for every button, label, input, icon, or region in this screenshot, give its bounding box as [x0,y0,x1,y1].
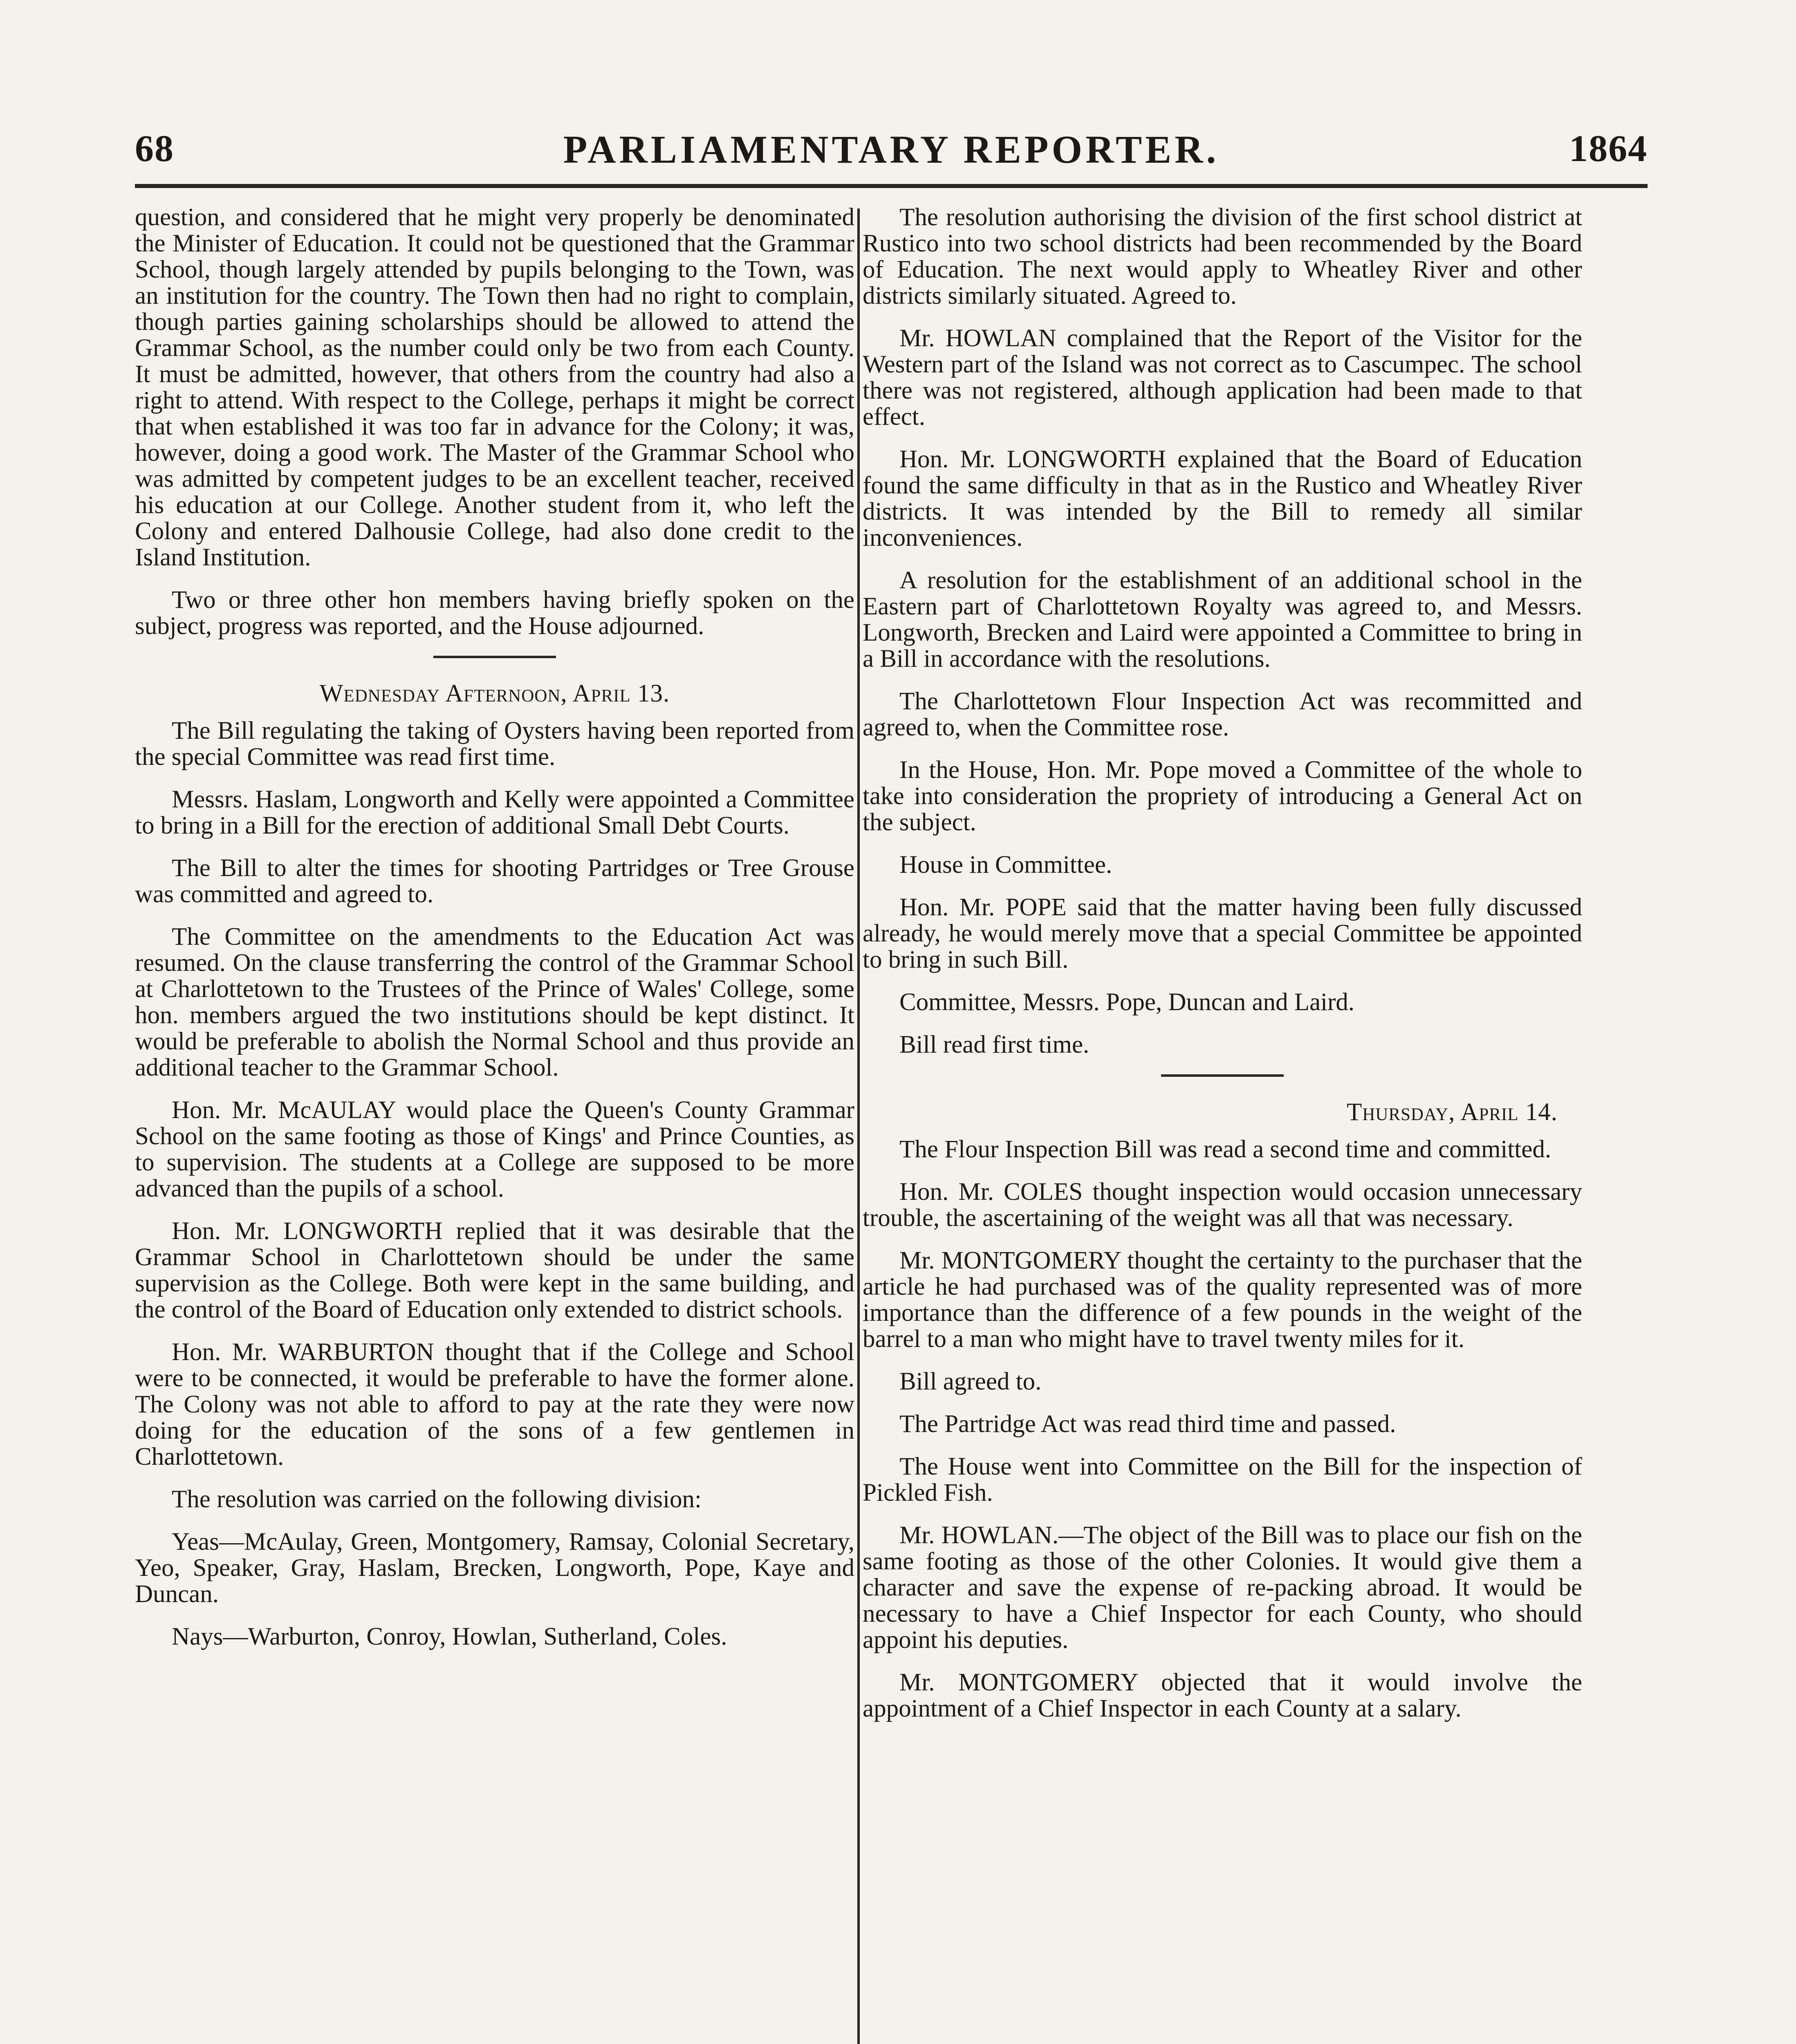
paragraph: Hon. Mr. McAULAY would place the Queen's County Grammar School on the same footing as those of Kings' and Prince Counties, as to supervision. The students at a College are supposed to be more advanced than the pupils of a school. [135,1096,854,1202]
paragraph: The Charlottetown Flour Inspection Act was recommitted and agreed to, when the Committee rose. [863,688,1582,741]
paragraph: The Committee on the amendments to the Education Act was resumed. On the clause transferring the control of the Grammar School at Charlottetown to the Trustees of the Prince of Wales' College, some hon. members argued the two institutions should be kept distinct. It would be preferable to abolish the Normal School and thus provide an additional teacher to the Grammar School. [135,923,854,1081]
section-separator [1161,1074,1284,1077]
dateline: Thursday, April 14. [1346,1098,1558,1126]
paragraph: The Partridge Act was read third time and passed. [899,1410,1396,1438]
paragraph: Messrs. Haslam, Longworth and Kelly were appointed a Committee to bring in a Bill for the erection of additional Small Debt Courts. [135,786,854,839]
paragraph: Mr. HOWLAN complained that the Report of the Visitor for the Western part of the Island was not correct as to Cascumpec. The school there was not registered, although application had been made to that effect. [863,325,1582,430]
paragraph: The House went into Committee on the Bill for the inspection of Pickled Fish. [863,1453,1582,1506]
page-number: 68 [135,128,174,169]
dateline: Wednesday Afternoon, April 13. [319,680,670,707]
year: 1864 [1569,128,1648,169]
paragraph: The Bill regulating the taking of Oysters having been reported from the special Committee was read first time. [135,717,854,771]
left-column [135,204,854,2044]
paragraph: Mr. HOWLAN.—The object of the Bill was to place our fish on the same footing as those of the other Colonies. It would give them a character and save the expense of re-packing abroad. It would be necessary to have a Chief Inspector for each County, who should appoint his deputies. [863,1522,1582,1654]
paragraph: Hon. Mr. LONGWORTH replied that it was desirable that the Grammar School in Charlottetown should be under the same supervision as the College. Both were kept in the same building, and the control of the Board of Education only extended to district schools. [135,1217,854,1323]
paragraph: Two or three other hon members having briefly spoken on the subject, progress was reported, and the House adjourned. [135,586,854,640]
paragraph: Mr. MONTGOMERY objected that it would involve the appointment of a Chief Inspector in each County at a salary. [863,1669,1582,1722]
paragraph: Hon. Mr. COLES thought inspection would occasion unnecessary trouble, the ascertaining of the weight was all that was necessary. [863,1178,1582,1232]
right-column [863,204,1582,2044]
paragraph: Mr. MONTGOMERY thought the certainty to the purchaser that the article he had purchased was of the quality represented was of more importance than the difference of a few pounds in the weight of the barrel to a man who might have to travel twenty miles for it. [863,1247,1582,1353]
paragraph: The Bill to alter the times for shooting Partridges or Tree Grouse was committed and agreed to. [135,854,854,908]
paragraph: Nays—Warburton, Conroy, Howlan, Sutherland, Coles. [172,1623,727,1650]
paragraph: In the House, Hon. Mr. Pope moved a Committee of the whole to take into consideration the propriety of introducing a General Act on the subject. [863,756,1582,836]
column-rule [857,208,860,2044]
paragraph: question, and considered that he might very properly be denominated the Minister of Education. It could not be questioned that the Grammar School, though largely attended by pupils belonging to the Town, was an institution for the country. The Town then had no right to complain, though parties gaining scholarships should be allowed to attend the Grammar School, as the number could only be two from each County. It must be admitted, however, that others from the country had also a right to attend. With respect to the College, perhaps it might be correct that when established it was too far in advance for the Colony; it was, however, doing a good work. The Master of the Grammar School who was admitted by competent judges to be an excellent teacher, received his education at our College. Another student from it, who left the Colony and entered Dalhousie College, had also done credit to the Island Institution. [135,204,854,571]
paragraph: The resolution authorising the division of the first school district at Rustico into two school districts had been recommended by the Board of Education. The next would apply to Wheatley River and other districts similarly situated. Agreed to. [863,204,1582,309]
paragraph: A resolution for the establishment of an additional school in the Eastern part of Charlottetown Royalty was agreed to, and Messrs. Longworth, Brecken and Laird were appointed a Committee to bring in a Bill in accordance with the resolutions. [863,567,1582,672]
paragraph: Yeas—McAulay, Green, Montgomery, Ramsay, Colonial Secretary, Yeo, Speaker, Gray, Haslam, Brecken, Longworth, Pope, Kaye and Duncan. [135,1528,854,1608]
paragraph: Hon. Mr. WARBURTON thought that if the College and School were to be connected, it would be preferable to have the former alone. The Colony was not able to afford to pay at the rate they were now doing for the education of the sons of a few gentlemen in Charlottetown. [135,1338,854,1470]
section-separator [433,656,556,658]
paragraph: Bill read first time. [899,1031,1090,1058]
paragraph: The Flour Inspection Bill was read a second time and committed. [899,1136,1552,1163]
paragraph: Hon. Mr. POPE said that the matter having been fully discussed already, he would merely move that a special Committee be appointed to bring in such Bill. [863,894,1582,973]
paragraph: The resolution was carried on the following division: [172,1486,702,1513]
paragraph: Committee, Messrs. Pope, Duncan and Laird. [899,988,1355,1016]
paragraph: Hon. Mr. LONGWORTH explained that the Board of Education found the same difficulty in that as in the Rustico and Wheatley River districts. It was intended by the Bill to remedy all similar inconveniences. [863,446,1582,551]
paragraph: Bill agreed to. [899,1368,1042,1395]
page-header [135,119,1648,188]
paragraph: House in Committee. [899,851,1112,879]
running-title: PARLIAMENTARY REPORTER. [563,128,1220,171]
